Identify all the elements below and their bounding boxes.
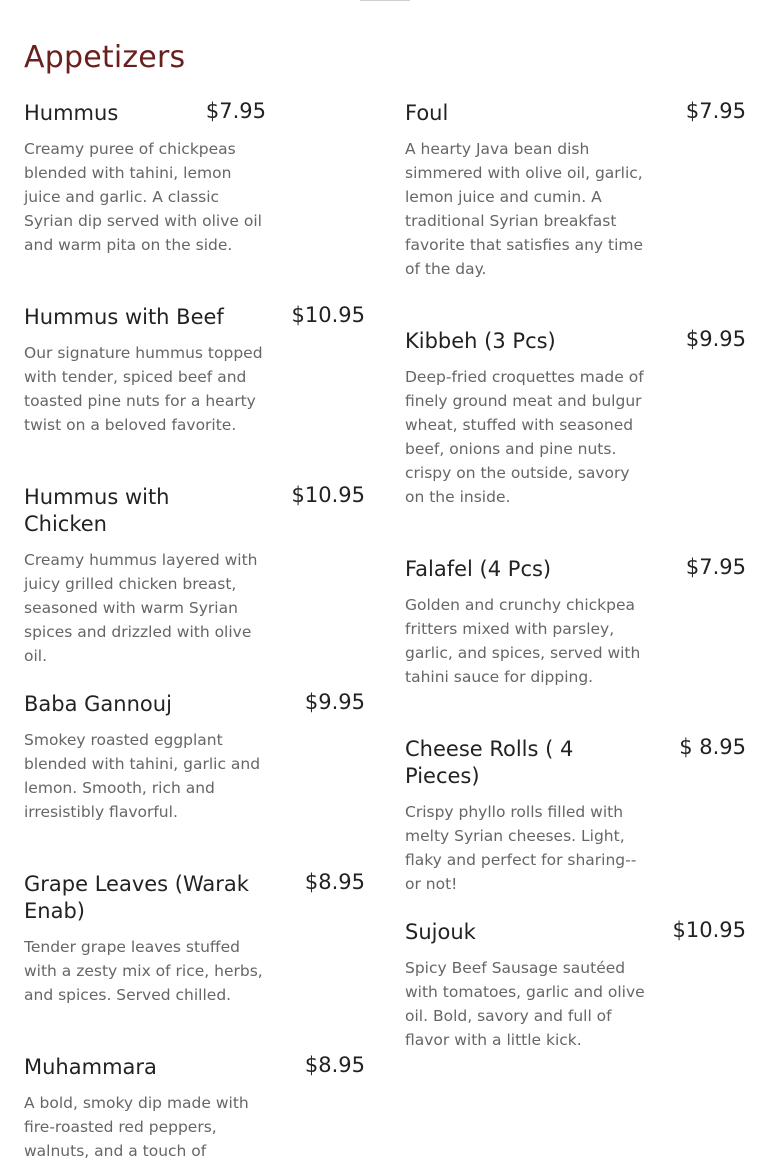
item-price: $10.95 <box>672 918 746 942</box>
item-name: Falafel (4 Pcs) <box>405 557 552 581</box>
section-title: Appetizers <box>24 40 186 75</box>
menu-item-foul[interactable] <box>405 100 746 281</box>
item-name: Hummus with Beef <box>24 305 224 329</box>
menu-item-cheese-rolls[interactable] <box>405 736 746 896</box>
item-name: Hummus <box>24 101 119 125</box>
menu-item-grape-leaves[interactable] <box>24 871 365 1007</box>
menu-item-sujouk[interactable] <box>405 919 746 1052</box>
item-price: $8.95 <box>304 870 365 894</box>
menu-item-hummus-with-beef[interactable] <box>24 304 365 437</box>
item-description: Tender grape leaves stuffed with a zesty mix of rice, herbs, and spices. Served chilled. <box>24 938 263 1004</box>
item-name: Grape Leaves (Warak Enab) <box>24 872 249 923</box>
item-name: Sujouk <box>405 920 476 944</box>
item-price: $ 8.95 <box>679 735 746 759</box>
item-description: Our signature hummus topped with tender, spiced beef and toasted pine nuts for a hearty twist on a beloved favorite. <box>24 344 263 434</box>
item-price: $10.95 <box>291 303 365 327</box>
menu-item-falafel[interactable] <box>405 556 746 689</box>
item-price: $9.95 <box>304 690 365 714</box>
item-price: $9.95 <box>685 327 746 351</box>
item-name: Hummus with Chicken <box>24 485 170 536</box>
item-description: A bold, smoky dip made with fire-roasted red peppers, walnuts, and a touch of <box>24 1094 249 1160</box>
item-description: Deep-fried croquettes made of finely ground meat and bulgur wheat, stuffed with seasoned beef, onions and pine nuts. crispy on the outside, savory on the inside. <box>405 368 644 506</box>
item-price: $10.95 <box>291 483 365 507</box>
item-description: Smokey roasted eggplant blended with tahini, garlic and lemon. Smooth, rich and irresistibly flavorful. <box>24 731 261 821</box>
item-description: Creamy hummus layered with juicy grilled chicken breast, seasoned with warm Syrian spices and drizzled with olive oil. <box>24 551 258 665</box>
item-name: Cheese Rolls ( 4 Pieces) <box>405 737 574 788</box>
item-description: Spicy Beef Sausage sautéed with tomatoes, garlic and olive oil. Bold, savory and full of flavor with a little kick. <box>405 959 645 1049</box>
item-description: A hearty Java bean dish simmered with olive oil, garlic, lemon juice and cumin. A traditional Syrian breakfast favorite that satisfies any time of the day. <box>405 140 644 278</box>
item-name: Baba Gannouj <box>24 692 172 716</box>
menu-item-hummus-with-chicken[interactable] <box>24 484 365 668</box>
menu-item-hummus[interactable] <box>24 100 266 257</box>
item-name: Kibbeh (3 Pcs) <box>405 329 556 353</box>
top-divider <box>360 0 410 1</box>
menu-item-baba-gannouj[interactable] <box>24 691 365 824</box>
item-name: Muhammara <box>24 1055 157 1079</box>
menu-item-kibbeh[interactable] <box>405 328 746 509</box>
item-price: $8.95 <box>304 1053 365 1077</box>
item-description: Creamy puree of chickpeas blended with tahini, lemon juice and garlic. A classic Syrian dip served with olive oil and warm pita on the side. <box>24 140 262 254</box>
menu-item-muhammara[interactable] <box>24 1054 365 1163</box>
item-price: $7.95 <box>205 99 266 123</box>
item-price: $7.95 <box>685 99 746 123</box>
item-description: Crispy phyllo rolls filled with melty Syrian cheeses. Light, flaky and perfect for sharing--or not! <box>405 803 637 893</box>
item-description: Golden and crunchy chickpea fritters mixed with parsley, garlic, and spices, served with tahini sauce for dipping. <box>405 596 641 686</box>
item-price: $7.95 <box>685 555 746 579</box>
item-name: Foul <box>405 101 449 125</box>
